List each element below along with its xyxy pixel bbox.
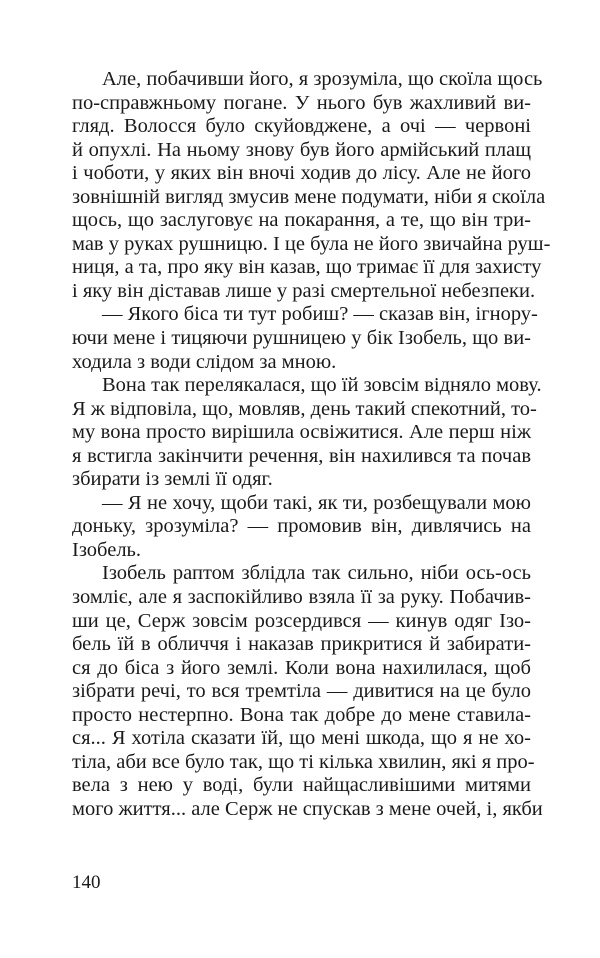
text-line: збирати із землі її одяг. (72, 468, 273, 491)
text-line: зовнішній вигляд змусив мене подумати, ніби я скоїла (72, 185, 546, 208)
text-line: Але, побачивши його, я зрозуміла, що скоїла щось (102, 68, 543, 90)
text-line: по-справжньому погане. У нього був жахливий ви- (72, 91, 531, 114)
paragraph (72, 68, 551, 303)
text-line: ходила з води слідом за мною. (72, 350, 337, 373)
text-line: тіла, аби все було так, що ті кілька хвилин, які я про- (72, 750, 535, 773)
text-line: Ізобель. (72, 538, 142, 561)
text-line: ся до біса з його землі. Коли вона нахилилася, щоб (72, 656, 531, 679)
text-line: мого життя... але Серж не спускав з мене очей, і, якби (72, 797, 543, 820)
text-line: Я ж відповіла, що, мовляв, день такий спекотний, то- (72, 397, 537, 420)
page-number: 140 (72, 872, 101, 893)
text-line: ши це, Серж зовсім розсердився — кинув одяг Ізо- (72, 609, 531, 632)
text-line: ючи мене і тицяючи рушницею у бік Ізобель, що ви- (72, 327, 531, 350)
paragraph (72, 492, 531, 563)
text-line: я встигла закінчити речення, він нахилився та почав (72, 444, 531, 467)
text-line: мав у руках рушницю. І це була не його звичайна руш- (72, 232, 551, 255)
text-line: му вона просто вирішила освіжитися. Але перш ніж (72, 421, 531, 444)
text-line: і чоботи, у яких він вночі ходив до лісу. Але не його (72, 162, 531, 185)
paragraph (72, 374, 542, 492)
text-line: ниця, а та, про яку він казав, що тримає її для захисту (72, 256, 542, 279)
text-line: ся... Я хотіла сказати їй, що мені шкода, що я не хо- (72, 727, 531, 750)
text-line: зібрати речі, то вся тремтіла — дивитися на це було (72, 680, 531, 703)
text-line: зомліє, але я заспокійливо взяла її за руку. Побачив- (72, 586, 531, 609)
paragraph (72, 303, 538, 374)
text-line: і яку він діставав лише у разі смертельної небезпеки. (72, 279, 536, 302)
paragraph (72, 562, 543, 821)
text-line: — Я не хочу, щоби такі, як ти, розбещували мою (102, 491, 531, 514)
text-line: бель їй в обличчя і наказав прикритися й забирати- (72, 633, 531, 656)
text-line: щось, що заслуговує на покарання, а те, що він три- (72, 209, 531, 232)
text-line: Вона так перелякалася, що їй зовсім відняло мову. (102, 374, 542, 397)
text-line: просто нестерпно. Вона так добре до мене ставила- (72, 703, 531, 726)
text-line: гляд. Волосся було скуйовджене, а очі — червоні (72, 115, 531, 138)
text-line: Ізобель раптом зблідла так сильно, ніби ось-ось (102, 562, 531, 585)
text-line: доньку, зрозуміла? — промовив він, дивлячись на (72, 515, 531, 538)
text-line: й опухлі. На ньому знову був його армійський плащ (72, 138, 531, 161)
body-text (72, 68, 551, 822)
text-line: вела з нею у воді, були найщасливішими митями (72, 774, 531, 797)
text-line: — Якого біса ти тут робиш? — сказав він, ігнору- (102, 303, 538, 326)
